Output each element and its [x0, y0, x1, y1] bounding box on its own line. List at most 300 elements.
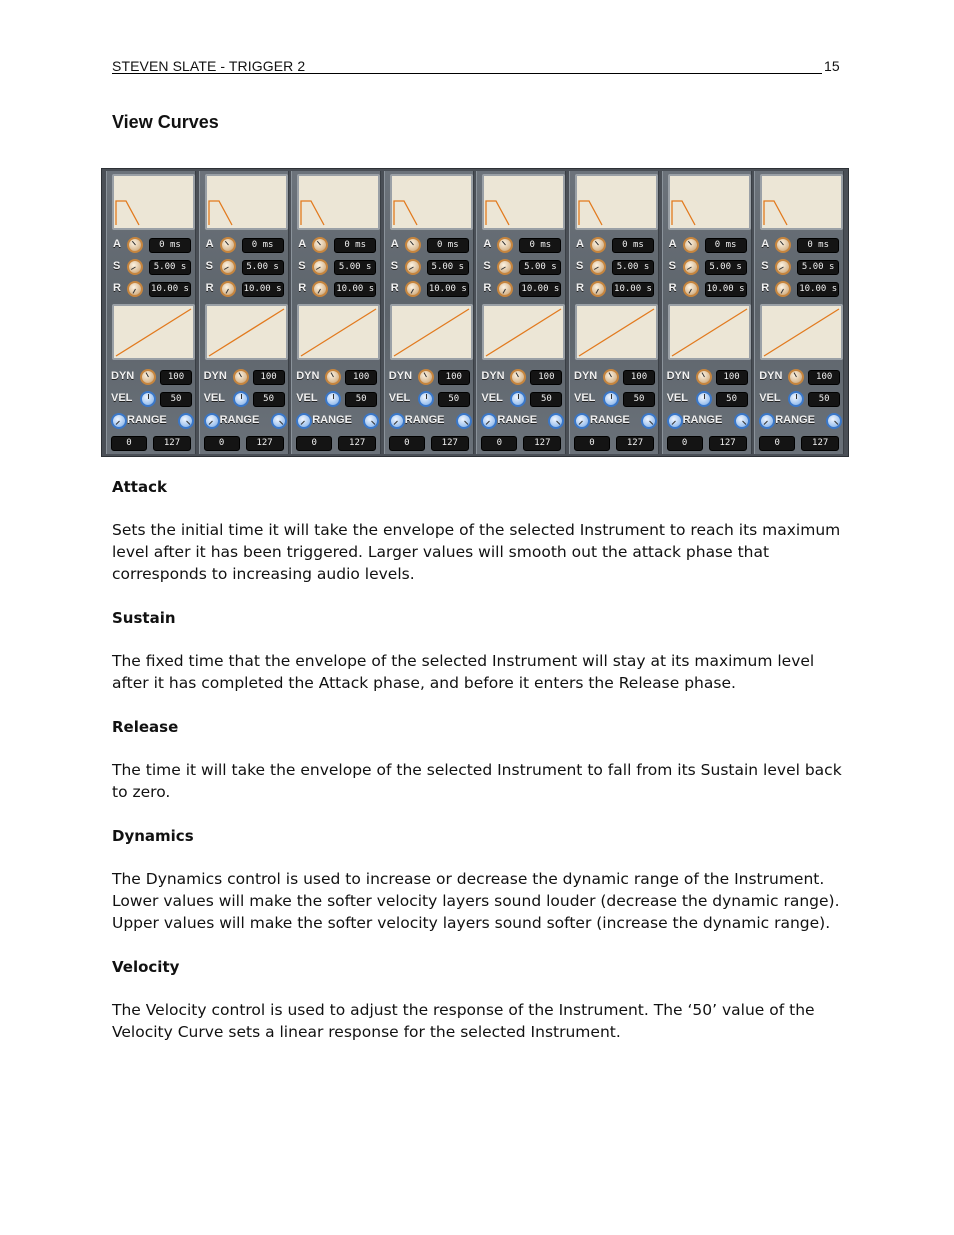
velocity-knob[interactable]	[233, 391, 249, 407]
knob-pointer	[834, 421, 838, 425]
attack-knob[interactable]	[497, 237, 513, 253]
dynamics-row	[663, 367, 753, 387]
velocity-curve-display	[297, 304, 380, 360]
dynamics-value[interactable]: 100	[253, 370, 285, 385]
attack-label: A	[761, 238, 770, 250]
release-label: R	[483, 282, 492, 294]
range-low-value[interactable]: 0	[204, 436, 240, 451]
knob-pointer	[238, 372, 241, 377]
attack-value[interactable]: 0 ms	[519, 238, 561, 253]
section-heading: Sustain	[112, 609, 176, 627]
knob-pointer	[318, 289, 321, 294]
release-label: R	[298, 282, 307, 294]
section-paragraph: Sets the initial time it will take the envelope of the selected Instrument to reach its maximum level after it has been triggered. Larger values will smooth out the attack phase that corresponds to increasing audio levels.	[112, 521, 841, 583]
release-row	[200, 279, 290, 299]
knob-pointer	[279, 421, 283, 425]
knob-pointer	[225, 289, 228, 294]
knob-pointer	[132, 241, 136, 245]
release-knob[interactable]	[497, 281, 513, 297]
velocity-value[interactable]: 50	[808, 392, 840, 407]
range-high-value[interactable]: 127	[246, 436, 284, 451]
range-low-knob[interactable]	[296, 413, 312, 429]
dynamics-value[interactable]: 100	[808, 370, 840, 385]
release-value[interactable]: 10.00 s	[427, 282, 469, 297]
knob-pointer	[186, 421, 190, 425]
range-low-knob[interactable]	[667, 413, 683, 429]
sustain-label: S	[205, 260, 213, 272]
envelope-curve-display	[668, 174, 751, 230]
range-high-knob[interactable]	[641, 413, 657, 429]
velocity-curve-display	[112, 304, 195, 360]
instrument-strip	[291, 171, 381, 454]
dynamics-knob[interactable]	[788, 369, 804, 385]
attack-value[interactable]: 0 ms	[797, 238, 839, 253]
knob-pointer	[331, 372, 334, 377]
velocity-row	[292, 389, 382, 409]
section-heading: Dynamics	[112, 827, 194, 845]
section-sustain	[112, 607, 842, 694]
release-row	[663, 279, 753, 299]
sustain-knob[interactable]	[312, 259, 328, 275]
sustain-row	[107, 257, 197, 277]
sustain-row	[663, 257, 753, 277]
sustain-value[interactable]: 5.00 s	[242, 260, 284, 275]
release-label: R	[668, 282, 677, 294]
attack-knob[interactable]	[590, 237, 606, 253]
range-row	[663, 411, 753, 431]
dynamics-knob[interactable]	[696, 369, 712, 385]
knob-pointer	[148, 394, 149, 399]
release-value[interactable]: 10.00 s	[242, 282, 284, 297]
velocity-curve	[577, 306, 656, 358]
velocity-curve	[299, 306, 378, 358]
velocity-label: VEL	[296, 392, 318, 404]
envelope-curve	[577, 176, 656, 228]
range-values-row	[292, 433, 382, 453]
dynamics-row	[477, 367, 567, 387]
release-knob[interactable]	[220, 281, 236, 297]
sustain-knob[interactable]	[127, 259, 143, 275]
knob-pointer	[133, 289, 136, 294]
sustain-knob[interactable]	[220, 259, 236, 275]
knob-pointer	[410, 289, 413, 294]
velocity-label: VEL	[666, 392, 688, 404]
range-row	[385, 411, 475, 431]
velocity-value[interactable]: 50	[438, 392, 470, 407]
velocity-label: VEL	[481, 392, 503, 404]
dynamics-knob[interactable]	[418, 369, 434, 385]
sustain-row	[570, 257, 660, 277]
dynamics-label: DYN	[111, 370, 135, 382]
document-title: STEVEN SLATE - TRIGGER 2	[112, 58, 306, 74]
range-high-value[interactable]: 127	[709, 436, 747, 451]
release-row	[755, 279, 845, 299]
range-values-row	[477, 433, 567, 453]
knob-pointer	[224, 241, 228, 245]
sustain-knob[interactable]	[497, 259, 513, 275]
section-release	[112, 716, 842, 803]
dynamics-row	[385, 367, 475, 387]
dynamics-row	[755, 367, 845, 387]
knob-pointer	[241, 394, 242, 399]
envelope-curve	[484, 176, 563, 228]
range-row	[107, 411, 197, 431]
knob-pointer	[742, 421, 746, 425]
sustain-value[interactable]: 5.00 s	[427, 260, 469, 275]
velocity-curve	[670, 306, 749, 358]
sustain-knob[interactable]	[405, 259, 421, 275]
velocity-knob[interactable]	[418, 391, 434, 407]
velocity-row	[107, 389, 197, 409]
attack-label: A	[298, 238, 307, 250]
section-paragraph: The fixed time that the envelope of the selected Instrument will stay at its maximum level after it has completed the Attack phase, and before it enters the Release phase.	[112, 652, 815, 692]
attack-value[interactable]: 0 ms	[612, 238, 654, 253]
range-high-value[interactable]: 127	[801, 436, 839, 451]
velocity-knob[interactable]	[603, 391, 619, 407]
release-value[interactable]: 10.00 s	[612, 282, 654, 297]
release-knob[interactable]	[312, 281, 328, 297]
release-knob[interactable]	[127, 281, 143, 297]
range-label: RANGE	[682, 414, 723, 426]
instrument-strip	[384, 171, 474, 454]
attack-row	[663, 235, 753, 255]
range-values-row	[755, 433, 845, 453]
release-row	[570, 279, 660, 299]
attack-label: A	[113, 238, 121, 250]
knob-pointer	[781, 289, 784, 294]
knob-pointer	[611, 394, 612, 399]
envelope-curve-display	[482, 174, 565, 230]
attack-row	[200, 235, 290, 255]
envelope-curve-display	[390, 174, 473, 230]
knob-pointer	[501, 267, 506, 270]
velocity-label: VEL	[388, 392, 411, 404]
velocity-curve-display	[482, 304, 565, 360]
velocity-curve-display	[205, 304, 288, 360]
velocity-label: VEL	[574, 392, 596, 404]
knob-pointer	[486, 421, 490, 425]
knob-pointer	[516, 372, 519, 377]
range-high-knob[interactable]	[456, 413, 472, 429]
sustain-label: S	[390, 260, 399, 272]
knob-pointer	[316, 267, 321, 270]
knob-pointer	[595, 241, 599, 245]
range-low-value[interactable]: 0	[574, 436, 610, 451]
dynamics-knob[interactable]	[510, 369, 526, 385]
range-label: RANGE	[312, 414, 352, 426]
range-row	[477, 411, 567, 431]
range-high-value[interactable]: 127	[338, 436, 376, 451]
sustain-knob[interactable]	[590, 259, 606, 275]
knob-pointer	[333, 394, 334, 399]
section-dynamics	[112, 825, 842, 934]
attack-knob[interactable]	[775, 237, 791, 253]
attack-label: A	[205, 238, 214, 250]
range-high-knob[interactable]	[178, 413, 194, 429]
release-knob[interactable]	[590, 281, 606, 297]
release-row	[477, 279, 567, 299]
knob-pointer	[671, 421, 675, 425]
knob-pointer	[208, 421, 212, 425]
knob-pointer	[410, 241, 414, 245]
release-knob[interactable]	[683, 281, 699, 297]
range-low-knob[interactable]	[759, 413, 775, 429]
sustain-row	[477, 257, 567, 277]
range-low-value[interactable]: 0	[389, 436, 425, 451]
attack-knob[interactable]	[405, 237, 421, 253]
velocity-curve-display	[575, 304, 658, 360]
range-label: RANGE	[404, 414, 445, 426]
dynamics-value[interactable]: 100	[530, 370, 562, 385]
release-knob[interactable]	[775, 281, 791, 297]
sustain-value[interactable]: 5.00 s	[705, 260, 747, 275]
dynamics-label: DYN	[666, 370, 690, 382]
velocity-value[interactable]: 50	[716, 392, 748, 407]
sustain-label: S	[113, 260, 121, 272]
velocity-row	[385, 389, 475, 409]
attack-value[interactable]: 0 ms	[242, 238, 284, 253]
sustain-label: S	[761, 260, 769, 272]
range-high-value[interactable]: 127	[616, 436, 654, 451]
knob-pointer	[796, 394, 797, 399]
envelope-curve-display	[760, 174, 843, 230]
range-high-knob[interactable]	[826, 413, 842, 429]
velocity-label: VEL	[759, 392, 781, 404]
sustain-value[interactable]: 5.00 s	[797, 260, 839, 275]
range-high-value[interactable]: 127	[153, 436, 191, 451]
release-label: R	[576, 282, 584, 294]
release-label: R	[113, 282, 121, 294]
velocity-value[interactable]: 50	[253, 392, 285, 407]
knob-pointer	[116, 421, 120, 425]
release-row	[107, 279, 197, 299]
attack-row	[755, 235, 845, 255]
range-low-knob[interactable]	[481, 413, 497, 429]
dynamics-value[interactable]: 100	[623, 370, 655, 385]
dynamics-knob[interactable]	[603, 369, 619, 385]
release-value[interactable]: 10.00 s	[149, 282, 191, 297]
dynamics-row	[292, 367, 382, 387]
sustain-row	[292, 257, 382, 277]
dynamics-label: DYN	[759, 370, 783, 382]
dynamics-value[interactable]: 100	[438, 370, 470, 385]
sustain-value[interactable]: 5.00 s	[334, 260, 376, 275]
velocity-curve-display	[390, 304, 473, 360]
instrument-strip	[199, 171, 289, 454]
dynamics-value[interactable]: 100	[345, 370, 377, 385]
envelope-curve-display	[297, 174, 380, 230]
dynamics-knob[interactable]	[140, 369, 156, 385]
release-row	[385, 279, 475, 299]
dynamics-row	[200, 367, 290, 387]
velocity-curve	[207, 306, 286, 358]
range-row	[200, 411, 290, 431]
section-heading: Release	[112, 718, 179, 736]
attack-value[interactable]: 0 ms	[427, 238, 469, 253]
velocity-knob[interactable]	[788, 391, 804, 407]
velocity-row	[477, 389, 567, 409]
velocity-curve	[392, 306, 471, 358]
attack-row	[107, 235, 197, 255]
range-low-knob[interactable]	[389, 413, 405, 429]
velocity-curve-display	[760, 304, 843, 360]
velocity-knob[interactable]	[510, 391, 526, 407]
dynamics-row	[107, 367, 197, 387]
range-row	[755, 411, 845, 431]
sustain-label: S	[668, 260, 676, 272]
velocity-value[interactable]: 50	[160, 392, 192, 407]
dynamics-label: DYN	[574, 370, 598, 382]
knob-pointer	[317, 241, 321, 245]
sustain-value[interactable]: 5.00 s	[519, 260, 561, 275]
sustain-row	[755, 257, 845, 277]
knob-pointer	[780, 241, 784, 245]
dynamics-row	[570, 367, 660, 387]
sustain-knob[interactable]	[683, 259, 699, 275]
section-paragraph: The time it will take the envelope of the selected Instrument to fall from its Sustain level back to zero.	[112, 761, 842, 801]
range-row	[570, 411, 660, 431]
envelope-curve	[762, 176, 841, 228]
range-low-knob[interactable]	[204, 413, 220, 429]
knob-pointer	[502, 241, 506, 245]
velocity-row	[200, 389, 290, 409]
envelope-curve	[392, 176, 471, 228]
range-low-value[interactable]: 0	[759, 436, 795, 451]
knob-pointer	[596, 289, 599, 294]
knob-pointer	[146, 372, 149, 377]
velocity-value[interactable]: 50	[345, 392, 377, 407]
knob-pointer	[579, 421, 583, 425]
sustain-label: S	[576, 260, 584, 272]
dynamics-value[interactable]: 100	[716, 370, 748, 385]
sustain-value[interactable]: 5.00 s	[612, 260, 654, 275]
knob-pointer	[764, 421, 768, 425]
velocity-curve	[484, 306, 563, 358]
range-low-knob[interactable]	[111, 413, 127, 429]
knob-pointer	[594, 267, 599, 270]
release-label: R	[761, 282, 770, 294]
range-label: RANGE	[219, 414, 260, 426]
attack-row	[385, 235, 475, 255]
range-label: RANGE	[775, 414, 815, 426]
attack-value[interactable]: 0 ms	[334, 238, 376, 253]
range-label: RANGE	[590, 414, 630, 426]
instrument-strip	[476, 171, 566, 454]
knob-pointer	[371, 421, 375, 425]
range-values-row	[663, 433, 753, 453]
sustain-label: S	[298, 260, 306, 272]
knob-pointer	[393, 421, 397, 425]
knob-pointer	[409, 267, 414, 270]
velocity-label: VEL	[111, 392, 133, 404]
page-number: 15	[824, 58, 840, 74]
dynamics-knob[interactable]	[325, 369, 341, 385]
knob-pointer	[649, 421, 653, 425]
section-heading: Attack	[112, 478, 167, 496]
range-high-knob[interactable]	[271, 413, 287, 429]
range-high-knob[interactable]	[363, 413, 379, 429]
knob-pointer	[423, 372, 426, 377]
range-high-value[interactable]: 127	[523, 436, 561, 451]
velocity-curve	[762, 306, 841, 358]
attack-knob[interactable]	[683, 237, 699, 253]
knob-pointer	[557, 421, 561, 425]
dynamics-label: DYN	[388, 370, 413, 382]
dynamics-label: DYN	[203, 370, 227, 382]
envelope-curve	[299, 176, 378, 228]
instrument-strip	[569, 171, 659, 454]
envelope-curve	[114, 176, 193, 228]
section-paragraph: The Dynamics control is used to increase or decrease the dynamic range of the Instrument. Lower values will make the softer velocity layers sound louder (decrease the dynamic range). Upper values will make the softer velocity layers sound softer (increase the dynamic range).	[112, 870, 840, 932]
knob-pointer	[224, 267, 229, 270]
attack-row	[292, 235, 382, 255]
velocity-knob[interactable]	[140, 391, 156, 407]
knob-pointer	[687, 241, 691, 245]
attack-value[interactable]: 0 ms	[705, 238, 747, 253]
velocity-value[interactable]: 50	[623, 392, 655, 407]
range-low-value[interactable]: 0	[111, 436, 147, 451]
envelope-curve-display	[205, 174, 288, 230]
attack-knob[interactable]	[127, 237, 143, 253]
sustain-knob[interactable]	[775, 259, 791, 275]
velocity-value[interactable]: 50	[530, 392, 562, 407]
range-values-row	[107, 433, 197, 453]
dynamics-knob[interactable]	[233, 369, 249, 385]
sustain-row	[200, 257, 290, 277]
range-values-row	[570, 433, 660, 453]
range-high-value[interactable]: 127	[431, 436, 469, 451]
sustain-value[interactable]: 5.00 s	[149, 260, 191, 275]
release-label: R	[390, 282, 399, 294]
velocity-knob[interactable]	[696, 391, 712, 407]
release-value[interactable]: 10.00 s	[334, 282, 376, 297]
dynamics-value[interactable]: 100	[160, 370, 192, 385]
release-label: R	[205, 282, 214, 294]
plugin-screenshot	[101, 168, 849, 457]
knob-pointer	[464, 421, 468, 425]
attack-knob[interactable]	[312, 237, 328, 253]
envelope-curve	[207, 176, 286, 228]
envelope-curve-display	[575, 174, 658, 230]
release-value[interactable]: 10.00 s	[797, 282, 839, 297]
attack-label: A	[390, 238, 399, 250]
range-low-value[interactable]: 0	[481, 436, 517, 451]
knob-pointer	[131, 267, 136, 270]
velocity-label: VEL	[203, 392, 225, 404]
range-low-value[interactable]: 0	[296, 436, 332, 451]
envelope-curve-display	[112, 174, 195, 230]
section-paragraph: The Velocity control is used to adjust the response of the Instrument. The ‘50’ value of the Velocity Curve sets a linear response for the selected Instrument.	[112, 1001, 815, 1041]
section-heading: Velocity	[112, 958, 180, 976]
velocity-knob[interactable]	[325, 391, 341, 407]
range-values-row	[200, 433, 290, 453]
release-value[interactable]: 10.00 s	[519, 282, 561, 297]
range-high-knob[interactable]	[548, 413, 564, 429]
release-knob[interactable]	[405, 281, 421, 297]
attack-knob[interactable]	[220, 237, 236, 253]
velocity-row	[663, 389, 753, 409]
attack-row	[477, 235, 567, 255]
instrument-strip	[754, 171, 844, 454]
dynamics-label: DYN	[296, 370, 320, 382]
velocity-curve	[114, 306, 193, 358]
attack-value[interactable]: 0 ms	[149, 238, 191, 253]
range-high-knob[interactable]	[734, 413, 750, 429]
release-value[interactable]: 10.00 s	[705, 282, 747, 297]
range-low-knob[interactable]	[574, 413, 590, 429]
range-row	[292, 411, 382, 431]
range-low-value[interactable]: 0	[667, 436, 703, 451]
